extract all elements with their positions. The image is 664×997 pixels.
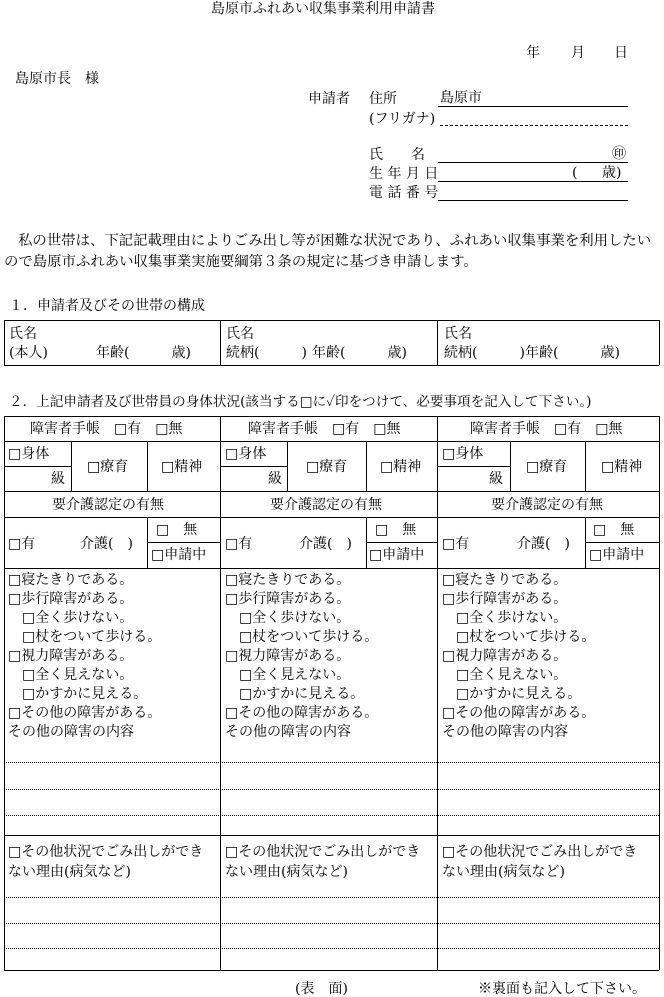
care-level-1[interactable]: 介護( ) bbox=[80, 536, 133, 552]
footer-side: (表 面) bbox=[295, 981, 348, 997]
cond-3-2[interactable]: □全く歩けない。 bbox=[442, 610, 568, 626]
age-unit: 歳) bbox=[602, 165, 622, 181]
member2-age[interactable]: 年齢( 歳) bbox=[312, 345, 407, 361]
furigana-line[interactable] bbox=[440, 125, 628, 126]
cond-3-0[interactable]: □寝たきりである。 bbox=[442, 572, 568, 588]
section1-heading: １．申請者及びその世帯の構成 bbox=[9, 298, 205, 314]
care-pending-1[interactable]: □申請中 bbox=[151, 547, 207, 563]
phone-label: 電 話 番 号 bbox=[369, 185, 439, 201]
cond-3-7[interactable]: □その他の障害がある。 bbox=[442, 705, 596, 721]
cond-1-7[interactable]: □その他の障害がある。 bbox=[8, 705, 162, 721]
ryoiku-1[interactable]: □療育 bbox=[87, 459, 129, 475]
footer-note: ※裏面も記入して下さい。 bbox=[478, 981, 646, 997]
handbook-1[interactable]: 障害者手帳 □有 □無 bbox=[30, 421, 183, 437]
cond-1-0[interactable]: □寝たきりである。 bbox=[8, 572, 134, 588]
cond-3-3[interactable]: □杖をついて歩ける。 bbox=[442, 629, 596, 645]
age-open: ( bbox=[572, 165, 578, 181]
name-label: 氏 名 bbox=[369, 147, 425, 163]
care-yes-1[interactable]: □有 bbox=[8, 536, 36, 552]
care-yes-3[interactable]: □有 bbox=[442, 536, 470, 552]
page-title: 島原市ふれあい収集事業利用申請書 bbox=[211, 1, 435, 17]
intro-line-2: ので島原市ふれあい収集事業実施要綱第３条の規定に基づき申請します。 bbox=[4, 254, 478, 270]
care-pending-3[interactable]: □申請中 bbox=[589, 547, 645, 563]
member1-age[interactable]: 年齢( 歳) bbox=[96, 345, 191, 361]
care-title-1: 要介護認定の有無 bbox=[52, 497, 164, 513]
birth-label: 生 年 月 日 bbox=[369, 166, 439, 182]
care-level-3[interactable]: 介護( ) bbox=[517, 536, 570, 552]
cond-3-5[interactable]: □全く見えない。 bbox=[442, 667, 568, 683]
intro-line-1: 私の世帯は、下記記載理由によりごみ出し等が困難な状況であり、ふれあい収集事業を利用したい bbox=[18, 233, 652, 249]
member2-relation[interactable]: 続柄( ) bbox=[226, 345, 307, 361]
member1-name[interactable]: 氏名 bbox=[9, 326, 37, 342]
handbook-3[interactable]: 障害者手帳 □有 □無 bbox=[470, 421, 623, 437]
section2-heading: ２．上記申請者及び世帯員の身体状況(該当する□に✓印をつけて、必要事項を記入して下さい。) bbox=[9, 394, 592, 410]
cond-2-0[interactable]: □寝たきりである。 bbox=[225, 572, 351, 588]
care-pending-2[interactable]: □申請中 bbox=[369, 547, 425, 563]
other-reason-3a[interactable]: □その他状況でごみ出しができ bbox=[442, 844, 638, 860]
member2-name[interactable]: 氏名 bbox=[226, 326, 254, 342]
handbook-2[interactable]: 障害者手帳 □有 □無 bbox=[248, 421, 401, 437]
ryoiku-3[interactable]: □療育 bbox=[526, 459, 568, 475]
address-value: 島原市 bbox=[440, 90, 482, 106]
seishin-1[interactable]: □精神 bbox=[161, 459, 203, 475]
cond-2-7[interactable]: □その他の障害がある。 bbox=[225, 705, 379, 721]
date-month: 月 bbox=[571, 45, 585, 61]
other-reason-1b: ない理由(病気など) bbox=[8, 864, 131, 880]
birth-line[interactable] bbox=[438, 181, 628, 182]
date-year: 年 bbox=[526, 45, 540, 61]
member3-relation[interactable]: 続柄( ) bbox=[444, 345, 525, 361]
cond-2-4[interactable]: □視力障害がある。 bbox=[225, 648, 351, 664]
cond-3-6[interactable]: □かすかに見える。 bbox=[442, 686, 582, 702]
cond-1-3[interactable]: □杖をついて歩ける。 bbox=[8, 629, 162, 645]
cond-1-6[interactable]: □かすかに見える。 bbox=[8, 686, 148, 702]
care-yes-2[interactable]: □有 bbox=[225, 536, 253, 552]
cond-1-8: その他の障害の内容 bbox=[8, 724, 134, 740]
applicant-label: 申請者 bbox=[308, 91, 350, 107]
member3-name[interactable]: 氏名 bbox=[444, 326, 472, 342]
seal-icon: ㊞ bbox=[612, 146, 626, 162]
care-title-2: 要介護認定の有無 bbox=[270, 497, 382, 513]
grade-2: 級 bbox=[268, 471, 282, 487]
care-level-2[interactable]: 介護( ) bbox=[299, 536, 352, 552]
care-title-3: 要介護認定の有無 bbox=[491, 497, 603, 513]
seishin-3[interactable]: □精神 bbox=[601, 459, 643, 475]
name-line[interactable] bbox=[438, 162, 628, 163]
cond-3-1[interactable]: □歩行障害がある。 bbox=[442, 591, 568, 607]
cond-1-2[interactable]: □全く歩けない。 bbox=[8, 610, 134, 626]
other-reason-2b: ない理由(病気など) bbox=[225, 864, 348, 880]
seishin-2[interactable]: □精神 bbox=[380, 459, 422, 475]
member3-age[interactable]: 年齢( 歳) bbox=[525, 345, 620, 361]
care-no-2[interactable]: □ 無 bbox=[375, 522, 417, 538]
address-label: 住所 bbox=[369, 91, 397, 107]
cond-1-5[interactable]: □全く見えない。 bbox=[8, 667, 134, 683]
care-no-3[interactable]: □ 無 bbox=[593, 522, 635, 538]
address-line[interactable] bbox=[438, 106, 628, 107]
cond-2-6[interactable]: □かすかに見える。 bbox=[225, 686, 365, 702]
cond-2-1[interactable]: □歩行障害がある。 bbox=[225, 591, 351, 607]
cond-1-1[interactable]: □歩行障害がある。 bbox=[8, 591, 134, 607]
cond-3-8: その他の障害の内容 bbox=[442, 724, 568, 740]
cond-2-8: その他の障害の内容 bbox=[225, 724, 351, 740]
grade-3: 級 bbox=[489, 471, 503, 487]
cond-1-4[interactable]: □視力障害がある。 bbox=[8, 648, 134, 664]
body-2[interactable]: □身体 bbox=[225, 446, 267, 462]
cond-3-4[interactable]: □視力障害がある。 bbox=[442, 648, 568, 664]
phone-line[interactable] bbox=[438, 200, 628, 201]
other-reason-1a[interactable]: □その他状況でごみ出しができ bbox=[8, 844, 204, 860]
care-no-1[interactable]: □ 無 bbox=[156, 522, 198, 538]
body-1[interactable]: □身体 bbox=[8, 446, 50, 462]
ryoiku-2[interactable]: □療育 bbox=[306, 459, 348, 475]
body-3[interactable]: □身体 bbox=[442, 446, 484, 462]
furigana-label: (フリガナ) bbox=[369, 111, 436, 127]
addressee: 島原市長 様 bbox=[15, 71, 99, 87]
member1-relation: (本人) bbox=[9, 345, 48, 361]
cond-2-3[interactable]: □杖をついて歩ける。 bbox=[225, 629, 379, 645]
cond-2-2[interactable]: □全く歩けない。 bbox=[225, 610, 351, 626]
date-day: 日 bbox=[614, 45, 628, 61]
grade-1: 級 bbox=[51, 471, 65, 487]
other-reason-2a[interactable]: □その他状況でごみ出しができ bbox=[225, 844, 421, 860]
other-reason-3b: ない理由(病気など) bbox=[442, 864, 565, 880]
cond-2-5[interactable]: □全く見えない。 bbox=[225, 667, 351, 683]
